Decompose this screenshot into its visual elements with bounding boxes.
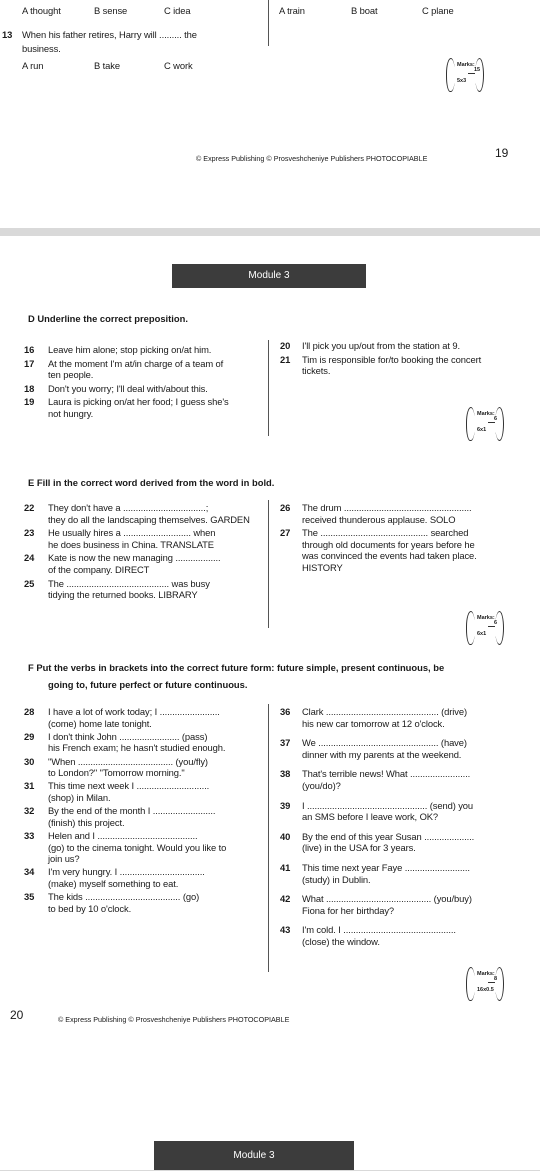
question-text: I have a lot of work today; I ........................: [48, 706, 220, 717]
question-number: 35: [24, 891, 35, 903]
marks-box: Marks: 6 6x1: [466, 611, 504, 645]
question-number: 13: [2, 29, 13, 40]
question-text: they do all the landscaping themselves. GARDEN: [48, 513, 250, 525]
question-text: HISTORY: [302, 562, 343, 573]
question-text: They don't have a .................................;: [48, 502, 209, 513]
option-a-run: A run: [22, 60, 44, 71]
question-text: This time next year Faye ..........................: [302, 862, 470, 873]
question-text: Fiona for her birthday?: [302, 904, 395, 916]
question-text: Kate is now the new managing ..................: [48, 552, 221, 564]
question-text: dinner with my parents at the weekend.: [302, 748, 462, 760]
column-divider: [268, 340, 269, 436]
question-number: 17: [24, 357, 35, 369]
question-text: Tim is responsible for/to booking the concert: [302, 353, 482, 365]
question-text: tickets.: [302, 365, 331, 377]
question-number: 31: [24, 780, 35, 792]
question-number: 26: [280, 502, 291, 513]
copyright-footer: © Express Publishing © Prosveshcheniye Publishers PHOTOCOPIABLE: [58, 1015, 290, 1024]
question-number: 22: [24, 502, 35, 513]
question-number: 33: [24, 830, 35, 841]
question-text: That's terrible news! What ........................: [302, 768, 471, 780]
question-number: 36: [280, 706, 291, 717]
question-text: The drum ...................................................: [302, 502, 472, 513]
question-text: The ......................................... was busy: [48, 577, 210, 589]
page-number: 19: [495, 146, 509, 160]
question-number: 18: [24, 382, 35, 394]
question-number: 24: [24, 552, 35, 564]
option-c-plane: C plane: [422, 5, 454, 16]
question-text: I'm cold. I .............................................: [302, 924, 456, 936]
question-text: ten people.: [48, 369, 94, 381]
question-number: 23: [24, 527, 35, 539]
question-text: Don't you worry; I'll deal with/about this.: [48, 382, 208, 394]
marks-box: Marks: 15 5x3: [446, 58, 484, 92]
question-text: an SMS before I leave work, OK?: [302, 811, 439, 823]
question-text: tidying the returned books. LIBRARY: [48, 589, 198, 601]
question-text: We ................................................ (have): [302, 737, 467, 749]
question-number: 34: [24, 866, 35, 878]
question-text: The ........................................... searched: [302, 527, 469, 539]
option-b-take: B take: [94, 60, 120, 71]
question-number: 41: [280, 862, 291, 873]
option-c-work: C work: [164, 60, 193, 71]
column-divider: [268, 500, 269, 628]
section-e-heading: E Fill in the correct word derived from the word in bold.: [28, 477, 275, 488]
question-number: 28: [24, 706, 35, 717]
page-number: 20: [10, 1008, 24, 1022]
question-text: join us?: [48, 853, 80, 865]
question-text: not hungry.: [48, 408, 94, 419]
question-text: business.: [22, 43, 61, 54]
question-text: (live) in the USA for 3 years.: [302, 842, 416, 854]
question-text: through old documents for years before he: [302, 538, 475, 550]
page-20: [0, 236, 540, 1170]
question-text: of the company. DIRECT: [48, 564, 150, 575]
question-text: When his father retires, Harry will ......... the: [22, 29, 197, 40]
question-number: 32: [24, 805, 35, 817]
question-text: The kids ...................................... (go): [48, 891, 200, 903]
question-text: I ................................................ (send) you: [302, 799, 474, 811]
question-text: to London?" "Tomorrow morning.": [48, 767, 185, 779]
question-text: I don't think John ........................ (pass): [48, 730, 208, 742]
question-number: 39: [280, 799, 291, 811]
question-text: I'm very hungry. I ..................................: [48, 866, 205, 878]
question-number: 42: [280, 893, 291, 905]
option-a-thought: A thought: [22, 5, 61, 16]
question-text: (come) home late tonight.: [48, 717, 152, 729]
question-text: he does business in China. TRANSLATE: [48, 538, 214, 550]
question-text: (shop) in Milan.: [48, 792, 111, 803]
question-text: (make) myself something to eat.: [48, 878, 179, 889]
module-header: Module 3: [172, 264, 366, 288]
question-text: By the end of this year Susan ....................: [302, 830, 475, 842]
question-number: 25: [24, 577, 35, 589]
question-text: "When ...................................... (you/fly): [48, 755, 208, 767]
module-header-next: Module 3: [154, 1141, 354, 1170]
column-divider: [268, 704, 269, 972]
question-number: 37: [280, 737, 291, 749]
question-text: Clark ............................................. (drive): [302, 706, 467, 717]
question-number: 19: [24, 396, 35, 408]
question-number: 20: [280, 340, 291, 351]
question-number: 27: [280, 527, 291, 539]
question-text: his new car tomorrow at 12 o'clock.: [302, 717, 445, 729]
question-number: 38: [280, 768, 291, 780]
question-text: I'll pick you up/out from the station at 9.: [302, 340, 460, 351]
question-text: received thunderous applause. SOLO: [302, 513, 456, 525]
question-text: He usually hires a ........................... when: [48, 527, 216, 539]
question-number: 29: [24, 730, 35, 742]
section-d-heading: D Underline the correct preposition.: [28, 313, 188, 324]
option-b-boat: B boat: [351, 5, 378, 16]
option-c-idea: C idea: [164, 5, 191, 16]
question-text: Helen and I ........................................: [48, 830, 198, 841]
question-text: (close) the window.: [302, 936, 380, 947]
question-text: (you/do)?: [302, 780, 341, 791]
question-number: 30: [24, 755, 35, 767]
question-text: What .......................................... (you/buy): [302, 893, 472, 905]
question-text: (go) to the cinema tonight. Would you like to: [48, 841, 227, 853]
question-number: 43: [280, 924, 291, 936]
question-text: By the end of the month I .........................: [48, 805, 216, 817]
question-text: Leave him alone; stop picking on/at him.: [48, 344, 212, 355]
question-text: Laura is picking on/at her food; I guess she's: [48, 396, 229, 408]
section-f-heading-cont: going to, future perfect or future continuous.: [48, 679, 248, 690]
question-text: This time next week I .............................: [48, 780, 210, 792]
question-text: was convinced the events had taken place.: [302, 550, 477, 562]
marks-box: Marks: 8 16x0.5: [466, 967, 504, 1001]
marks-box: Marks: 6 6x1: [466, 407, 504, 441]
question-text: At the moment I'm at/in charge of a team of: [48, 357, 224, 369]
question-text: (finish) this project.: [48, 816, 125, 828]
question-text: to bed by 10 o'clock.: [48, 902, 132, 914]
column-divider: [268, 0, 269, 46]
section-f-heading: F Put the verbs in brackets into the correct future form: future simple, present continuous, be: [28, 662, 445, 673]
copyright-footer: © Express Publishing © Prosveshcheniye Publishers PHOTOCOPIABLE: [196, 154, 428, 163]
question-number: 16: [24, 344, 35, 355]
option-a-train: A train: [279, 5, 305, 16]
question-number: 40: [280, 830, 291, 842]
option-b-sense: B sense: [94, 5, 128, 16]
question-text: his French exam; he hasn't studied enough.: [48, 742, 226, 754]
page-19: [0, 0, 540, 228]
question-text: (study) in Dublin.: [302, 873, 371, 885]
question-number: 21: [280, 353, 291, 365]
